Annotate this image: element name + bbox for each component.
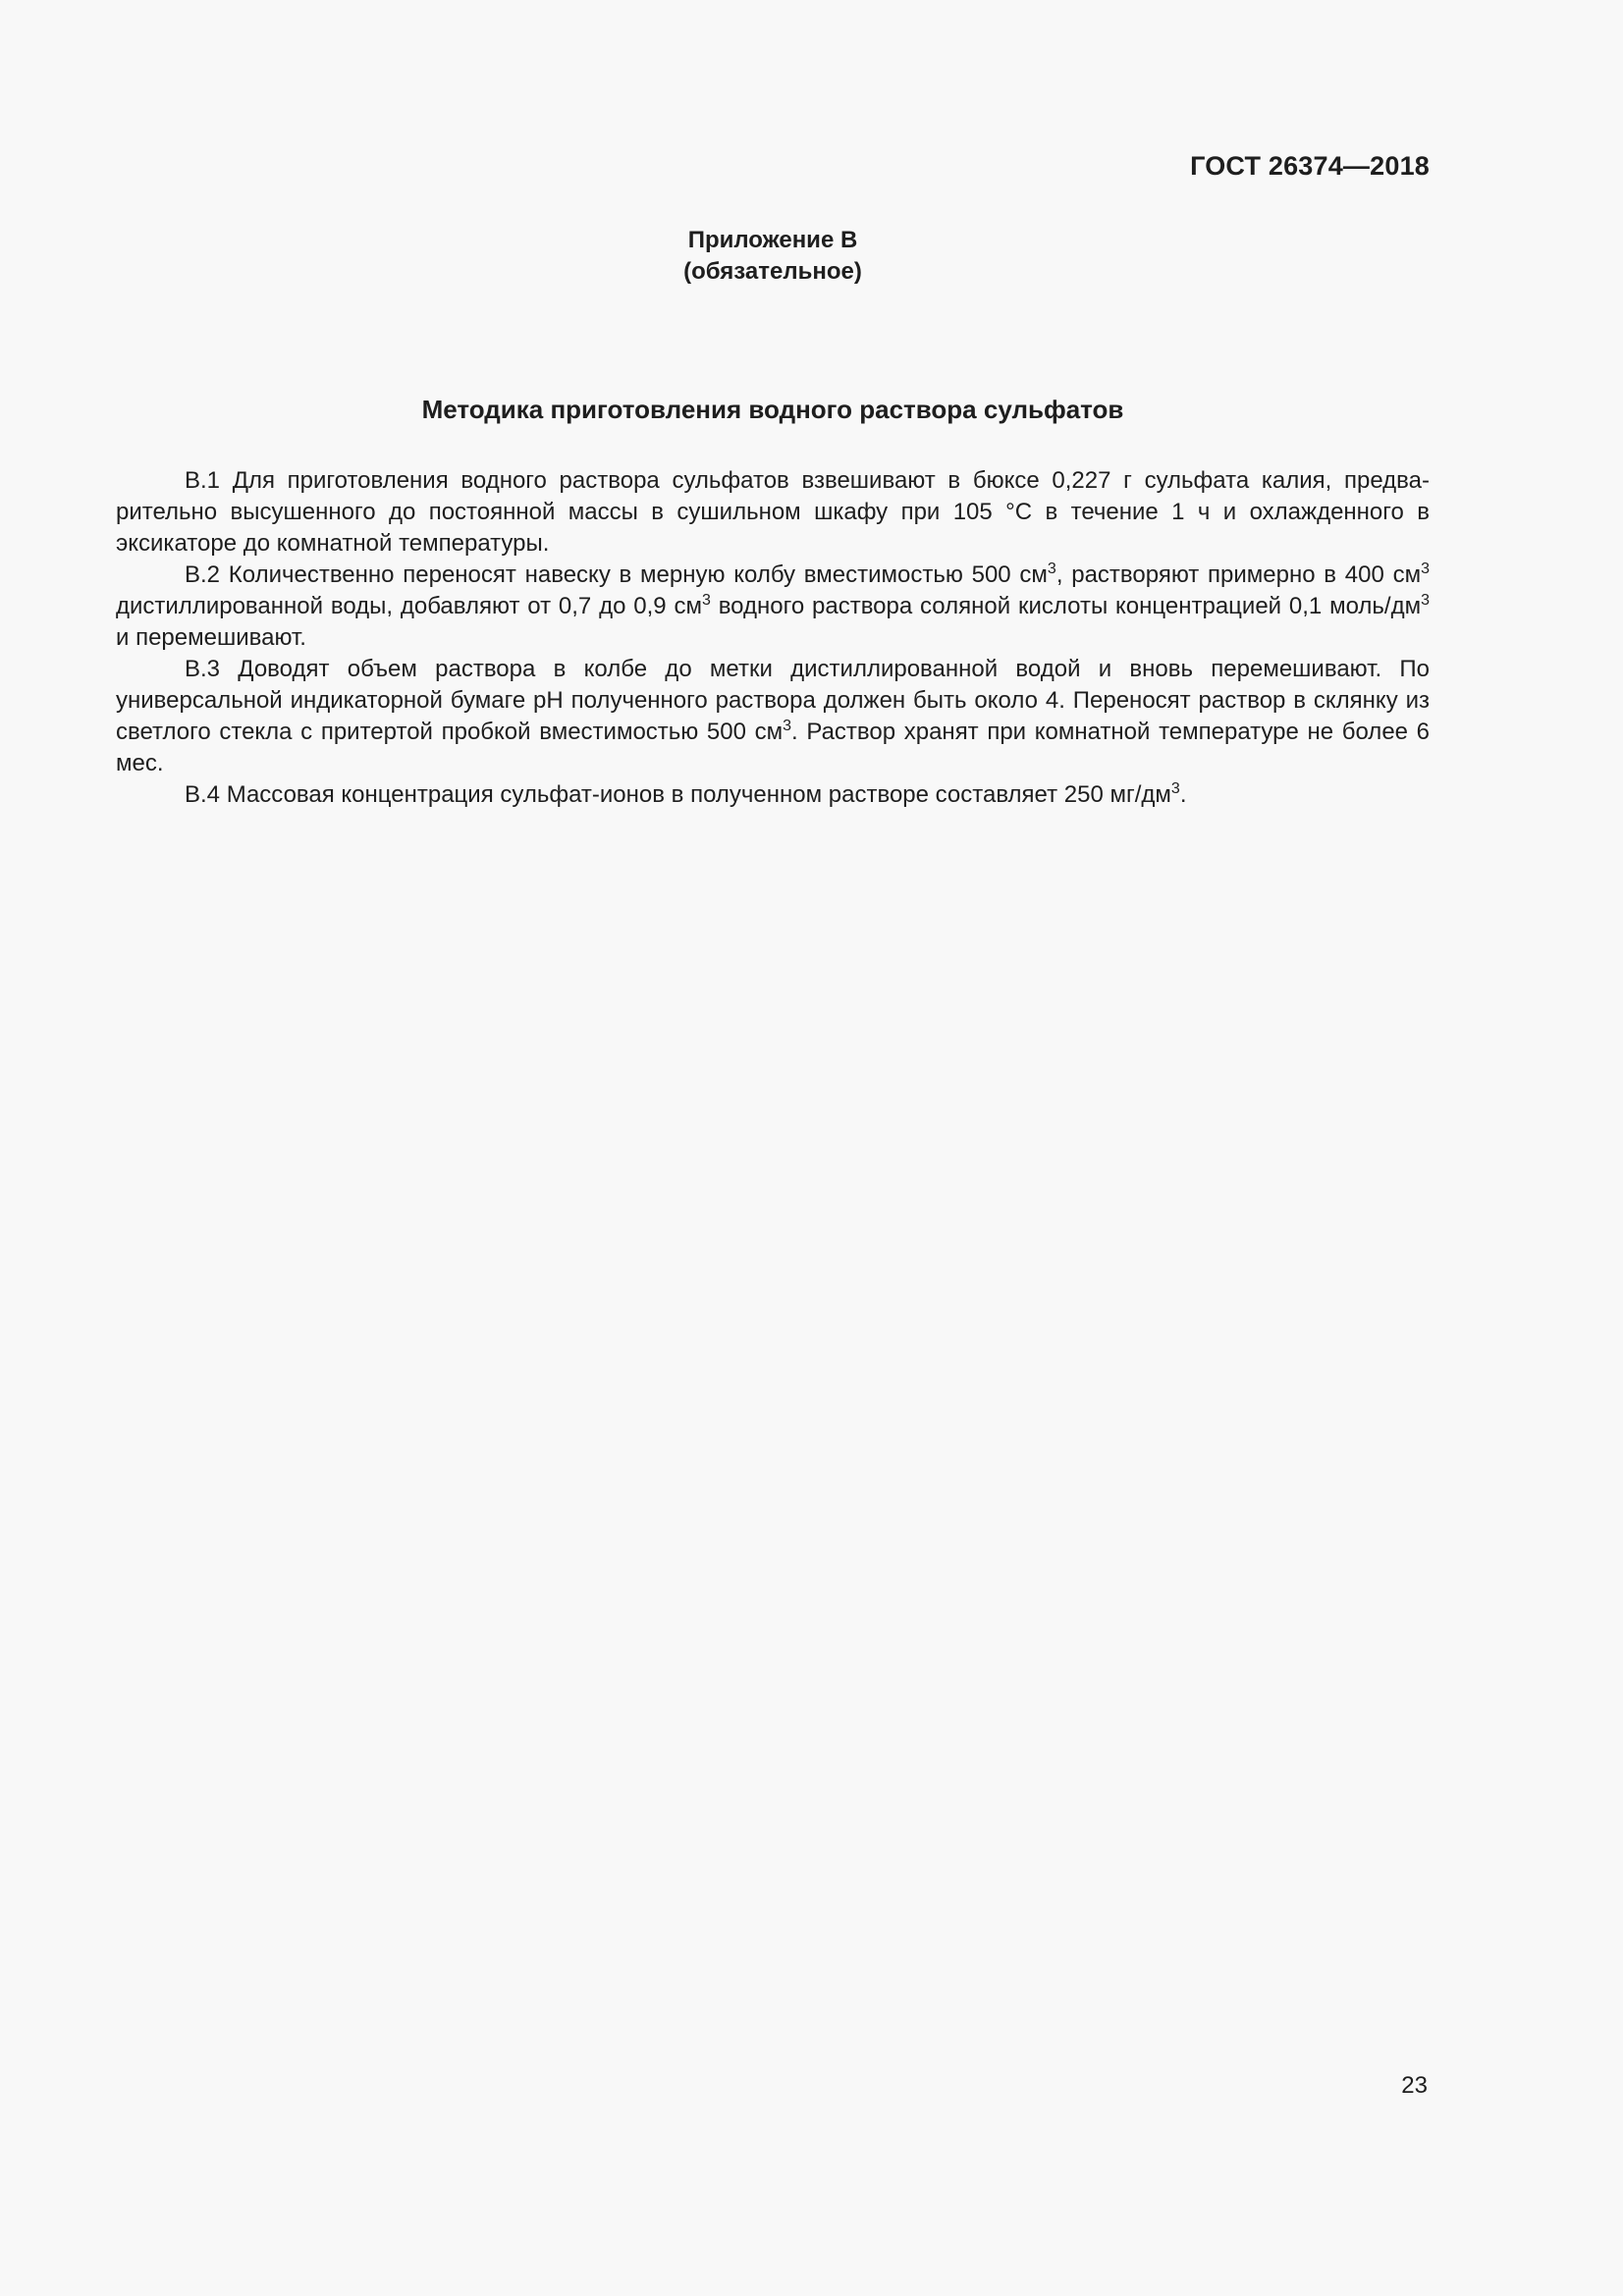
superscript-cube: 3 xyxy=(1047,561,1056,577)
superscript-cube: 3 xyxy=(701,592,711,609)
section-title: Методика приготовления водного раствора сульфатов xyxy=(421,395,1124,424)
paragraph-b2 xyxy=(116,560,1430,654)
document-code: ГОСТ 26374—2018 xyxy=(1190,151,1430,181)
body-text xyxy=(116,465,1430,811)
paragraph-b4-text-1: В.4 Массовая концентрация сульфат-ионов в полученном растворе составляет 250 мг/дм xyxy=(185,781,1171,808)
appendix-title: Приложение В xyxy=(687,227,858,253)
appendix-status: (обязательное) xyxy=(683,258,862,285)
superscript-cube: 3 xyxy=(1421,592,1430,609)
paragraph-b2-text-1: В.2 Количественно переносят навеску в мерную колбу вместимостью 500 см xyxy=(185,561,1048,588)
superscript-cube: 3 xyxy=(1170,780,1180,797)
paragraph-b4-text-2: . xyxy=(1179,781,1187,808)
superscript-cube: 3 xyxy=(1421,561,1430,577)
paragraph-b1-text: В.1 Для приготовления водного раствора сульфатов взвешивают в бюксе 0,227 г сульфата калия, предва-рительно высушенного до постоянной массы в сушильном шкафу при 105 °С в течение 1 ч и охлажденного в эксикаторе до комнатной температуры. xyxy=(116,467,1430,557)
paragraph-b3-text-2: . Раствор хранят при комнатной температуре не более 6 мес. xyxy=(116,719,1431,776)
paragraph-b2-text-3: дистиллированной воды, добавляют от 0,7 до 0,9 см xyxy=(116,593,702,619)
appendix-heading xyxy=(576,225,969,288)
paragraph-b3-text-1: В.3 Доводят объем раствора в колбе до метки дистиллированной водой и вновь перемешивают. По универсальной индикаторной бумаге рН полученного раствора должен быть около 4. Переносят раствор в склянку из светлого стекла с притертой пробкой вместимостью 500 см xyxy=(116,656,1430,745)
paragraph-b2-text-2: , растворяют примерно в 400 см xyxy=(1055,561,1422,588)
paragraph-b4 xyxy=(116,779,1430,811)
page-number: 23 xyxy=(1401,2072,1428,2099)
superscript-cube: 3 xyxy=(783,718,792,734)
paragraph-b2-text-4: водного раствора соляной кислоты концентрацией 0,1 моль/дм xyxy=(710,593,1422,619)
paragraph-b2-text-5: и перемешивают. xyxy=(116,624,306,651)
paragraph-b1 xyxy=(116,465,1430,560)
paragraph-b3 xyxy=(116,654,1430,779)
